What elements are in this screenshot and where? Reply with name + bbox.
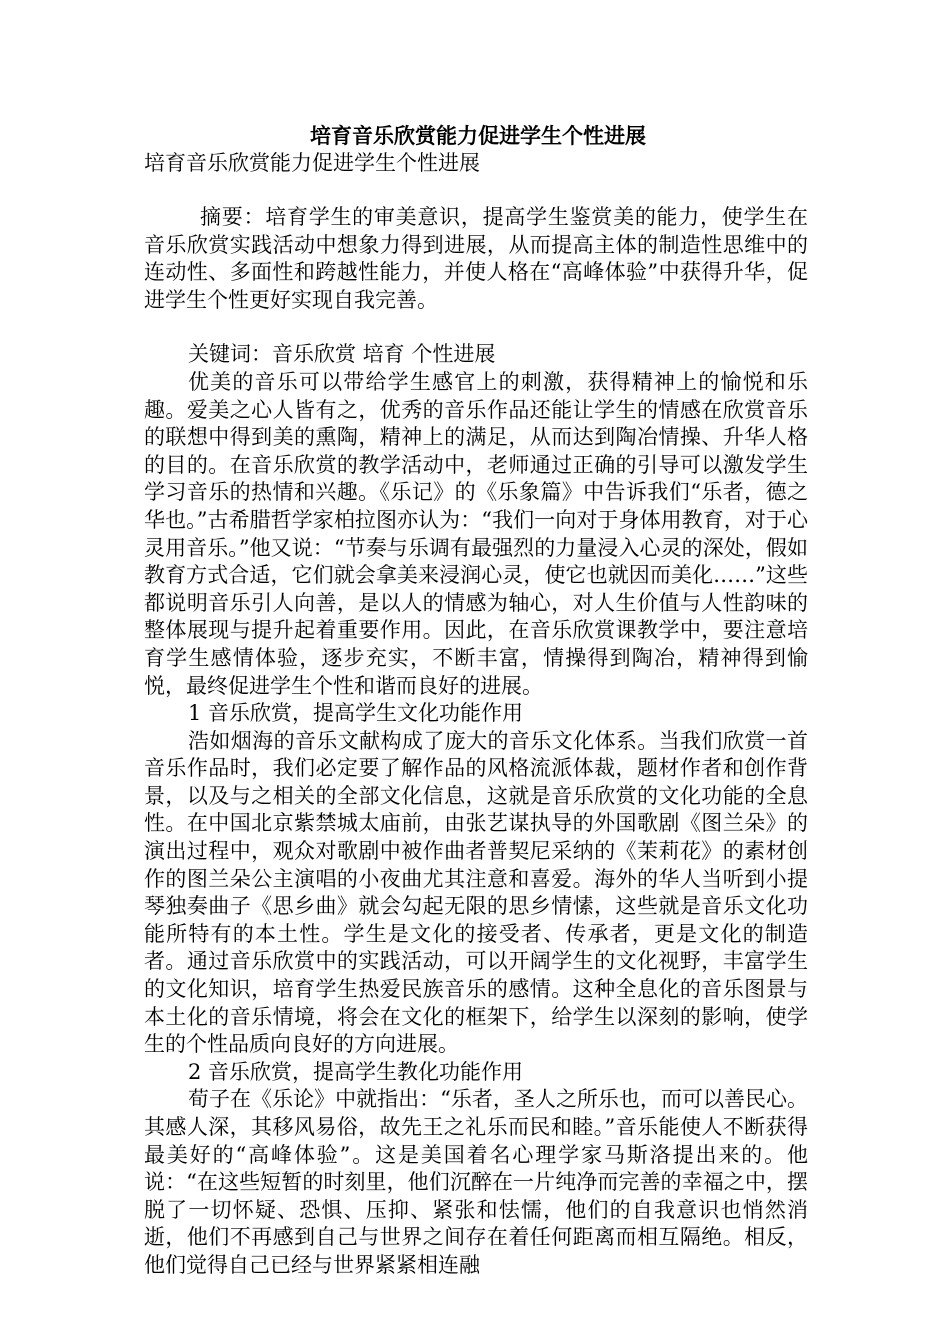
keywords-line: 关键词：音乐欣赏 培育 个性进展 [188, 342, 496, 367]
document-title: 培育音乐欣赏能力促进学生个性进展 [310, 123, 646, 148]
section-heading-2: 2 音乐欣赏，提高学生教化功能作用 [188, 1059, 524, 1084]
body-paragraph: 荀子在《乐论》中就指出：“乐者，圣人之所乐也，而可以善民心。其感人深，其移风易俗，故先王之礼乐而民和睦。”音乐能使人不断获得最美好的“高峰体验”。这是美国着名心理学家马斯洛提出来的。他说：“在这些短暂的时刻里，他们沉醉在一片纯净而完善的幸福之中，摆脱了一切怀疑、恐惧、压抑、紧张和怯懦，他们的自我意识也悄然消逝，他们不再感到自己与世界之间存在着任何距离而相互隔绝。相反，他们觉得自己已经与世界紧紧相连融 [144, 1087, 808, 1277]
document-page [144, 122, 808, 1280]
blank-line [144, 177, 808, 204]
section-heading-1: 1 音乐欣赏，提高学生文化功能作用 [188, 701, 524, 726]
blank-line [144, 314, 808, 341]
document-subtitle: 培育音乐欣赏能力促进学生个性进展 [144, 151, 480, 175]
abstract-paragraph: 摘要：培育学生的审美意识，提高学生鉴赏美的能力，使学生在音乐欣赏实践活动中想象力得到进展，从而提高主体的制造性思维中的连动性、多面性和跨越性能力，并使人格在“高峰体验”中获得升华，促进学生个性更好实现自我完善。 [144, 205, 808, 312]
body-paragraph: 浩如烟海的音乐文献构成了庞大的音乐文化体系。当我们欣赏一首音乐作品时，我们必定要了解作品的风格流派体裁，题材作者和创作背景，以及与之相关的全部文化信息，这就是音乐欣赏的文化功能的全息性。在中国北京紫禁城太庙前，由张艺谋执导的外国歌剧《图兰朵》的演出过程中，观众对歌剧中被作曲者普契尼采纳的《茉莉花》的素材创作的图兰朵公主演唱的小夜曲尤其注意和喜爱。海外的华人当听到小提琴独奏曲子《思乡曲》就会勾起无限的思乡情愫，这些就是音乐文化功能所特有的本土性。学生是文化的接受者、传承者，更是文化的制造者。通过音乐欣赏中的实践活动，可以开阔学生的文化视野，丰富学生的文化知识，培育学生热爱民族音乐的感情。这种全息化的音乐图景与本土化的音乐情境，将会在文化的框架下，给学生以深刻的影响，使学生的个性品质向良好的方向进展。 [144, 728, 808, 1057]
body-paragraph: 优美的音乐可以带给学生感官上的刺激，获得精神上的愉悦和乐趣。爱美之心人皆有之，优秀的音乐作品还能让学生的情感在欣赏音乐的联想中得到美的熏陶，精神上的满足，从而达到陶冶情操、升华人格的目的。在音乐欣赏的教学活动中，老师通过正确的引导可以激发学生学习音乐的热情和兴趣。《乐记》的《乐象篇》中告诉我们“乐者，德之华也。”古希腊哲学家柏拉图亦认为：“我们一向对于身体用教育，对于心灵用音乐。”他又说：“节奏与乐调有最强烈的力量浸入心灵的深处，假如教育方式合适，它们就会拿美来浸润心灵，使它也就因而美化……”这些都说明音乐引人向善，是以人的情感为轴心，对人生价值与人性韵味的整体展现与提升起着重要作用。因此，在音乐欣赏课教学中，要注意培育学生感情体验，逐步充实，不断丰富，情操得到陶冶，精神得到愉悦，最终促进学生个性和谐而良好的进展。 [144, 369, 808, 698]
